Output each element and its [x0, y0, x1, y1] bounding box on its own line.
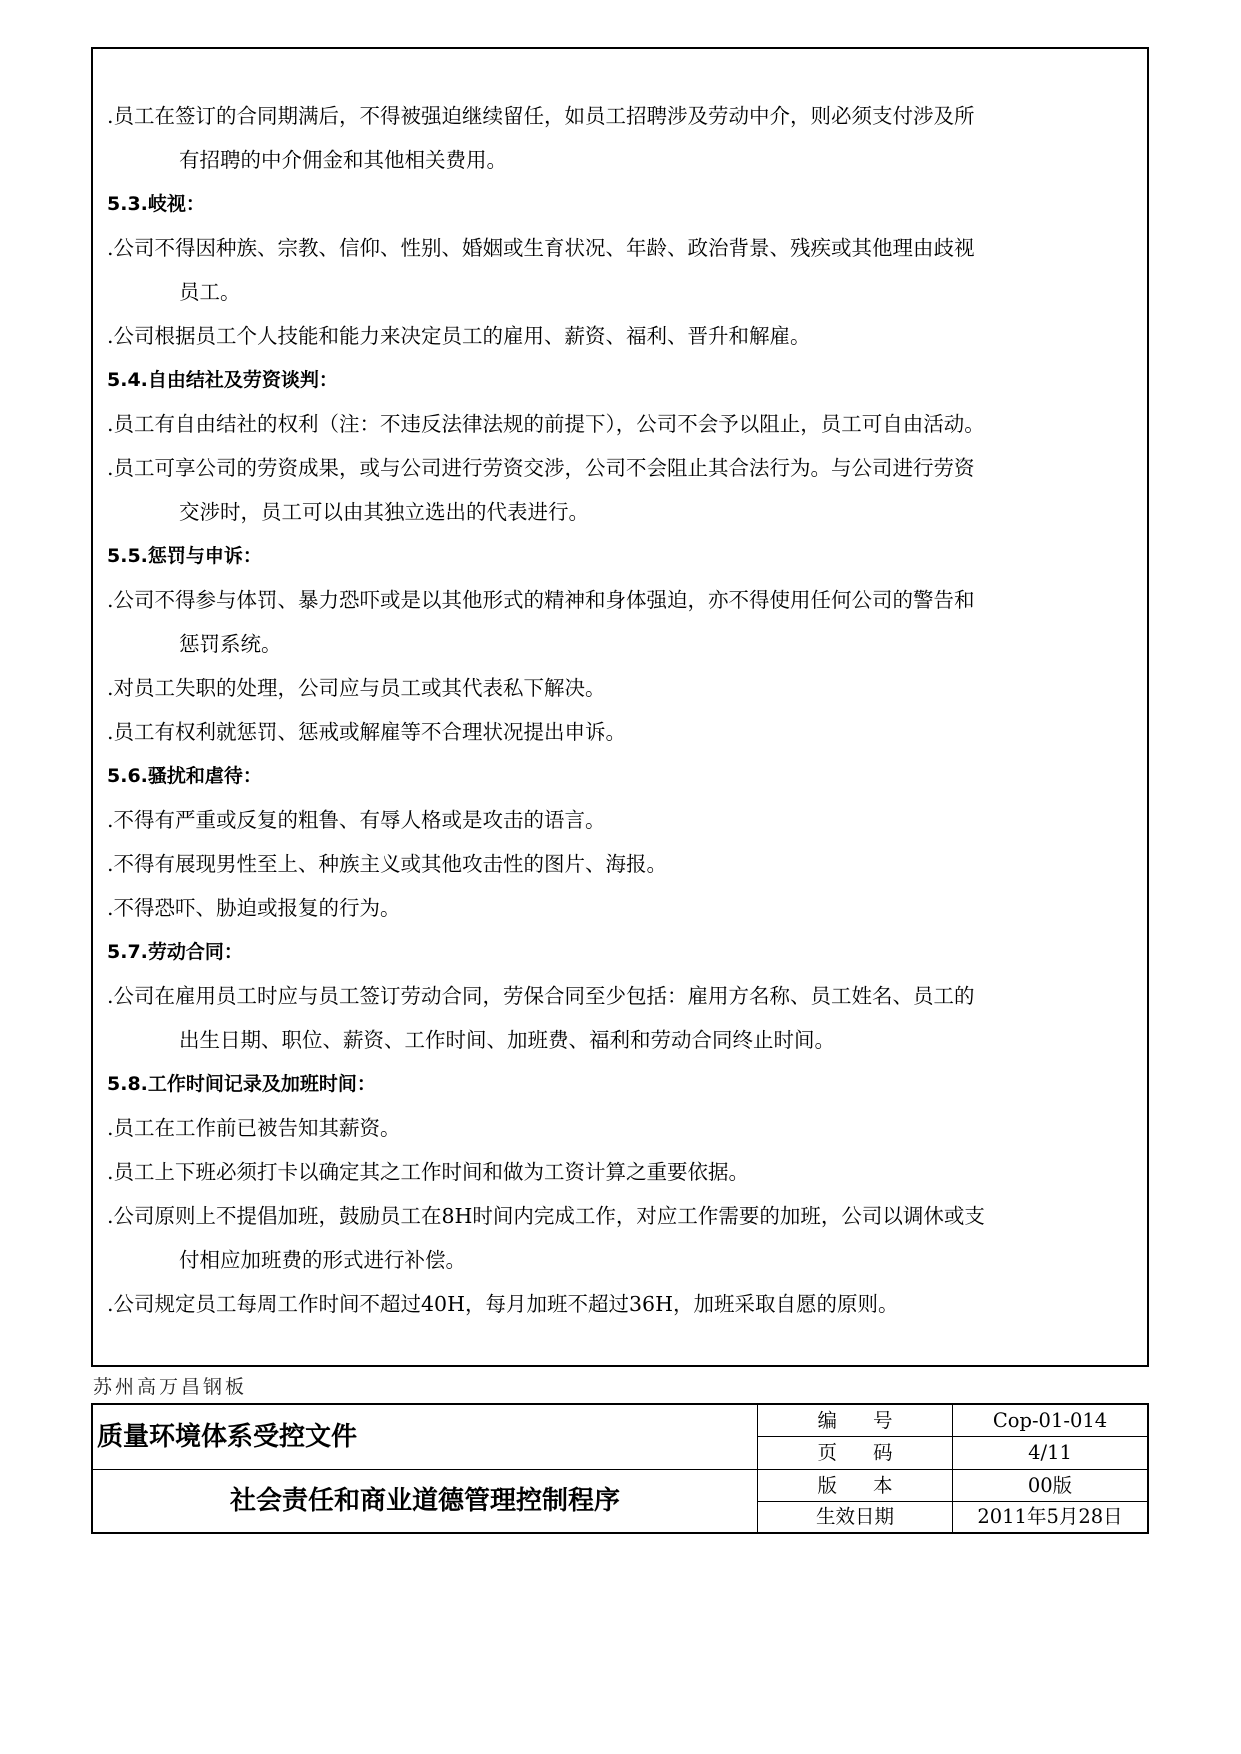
label-effective-date: 生效日期 [758, 1502, 953, 1532]
section-heading: 5.3.岐视： [107, 193, 205, 215]
label-page: 页码 [758, 1437, 953, 1470]
value-number: Cop-01-014 [953, 1405, 1147, 1437]
body-line: .员工有权利就惩罚、惩戒或解雇等不合理状况提出申诉。 [107, 720, 627, 744]
body-line: .员工在工作前已被告知其薪资。 [107, 1116, 401, 1140]
body-line: .员工上下班必须打卡以确定其之工作时间和做为工资计算之重要依据。 [107, 1160, 750, 1184]
body-line: 出生日期、职位、薪资、工作时间、加班费、福利和劳动合同终止时间。 [179, 1028, 835, 1052]
label-number: 编号 [758, 1405, 953, 1437]
section-heading: 5.4.自由结社及劳资谈判： [107, 369, 338, 391]
doc-type-title: 质量环境体系受控文件 [93, 1405, 758, 1470]
section-heading: 5.7.劳动合同： [107, 941, 243, 963]
body-line: .公司原则上不提倡加班，鼓励员工在8H时间内完成工作，对应工作需要的加班，公司以调休或支 [107, 1204, 985, 1228]
section-heading: 5.6.骚扰和虐待： [107, 765, 262, 787]
section-heading: 5.8.工作时间记录及加班时间： [107, 1073, 376, 1095]
body-line: .不得有严重或反复的粗鲁、有辱人格或是攻击的语言。 [107, 808, 606, 832]
body-line: .公司在雇用员工时应与员工签订劳动合同，劳保合同至少包括：雇用方名称、员工姓名、员工的 [107, 984, 975, 1008]
section-heading: 5.5.惩罚与申诉： [107, 545, 262, 567]
body-line: .员工在签订的合同期满后，不得被强迫继续留任，如员工招聘涉及劳动中介，则必须支付涉及所 [107, 104, 975, 128]
body-line: 有招聘的中介佣金和其他相关费用。 [179, 148, 507, 172]
body-line: 惩罚系统。 [179, 632, 282, 656]
body-line: 付相应加班费的形式进行补偿。 [179, 1248, 466, 1272]
body-line: .对员工失职的处理，公司应与员工或其代表私下解决。 [107, 676, 606, 700]
body-line: 员工。 [179, 280, 241, 304]
body-line: .员工可享公司的劳资成果，或与公司进行劳资交涉，公司不会阻止其合法行为。与公司进行劳资 [107, 456, 975, 480]
value-page: 4/11 [953, 1437, 1147, 1470]
body-line: .员工有自由结社的权利（注：不违反法律法规的前提下），公司不会予以阻止，员工可自由活动。 [107, 412, 985, 436]
document-body [107, 94, 1117, 1326]
body-line: .不得恐吓、胁迫或报复的行为。 [107, 896, 401, 920]
label-version: 版本 [758, 1470, 953, 1502]
value-effective-date: 2011年5月28日 [977, 1505, 1123, 1528]
value-version: 00版 [953, 1470, 1147, 1502]
company-name: 苏州高万昌钢板 [93, 1376, 248, 1398]
doc-title: 社会责任和商业道德管理控制程序 [93, 1470, 758, 1532]
document-footer-table [91, 1403, 1149, 1534]
body-line: .不得有展现男性至上、种族主义或其他攻击性的图片、海报。 [107, 852, 668, 876]
body-line: 交涉时，员工可以由其独立选出的代表进行。 [179, 500, 589, 524]
body-line: .公司不得因种族、宗教、信仰、性别、婚姻或生育状况、年龄、政治背景、残疾或其他理由歧视 [107, 236, 975, 260]
body-line: .公司不得参与体罚、暴力恐吓或是以其他形式的精神和身体强迫，亦不得使用任何公司的警告和 [107, 588, 975, 612]
body-line: .公司规定员工每周工作时间不超过40H，每月加班不超过36H，加班采取自愿的原则。 [107, 1292, 899, 1316]
content-frame [91, 47, 1149, 1367]
body-line: .公司根据员工个人技能和能力来决定员工的雇用、薪资、福利、晋升和解雇。 [107, 324, 811, 348]
